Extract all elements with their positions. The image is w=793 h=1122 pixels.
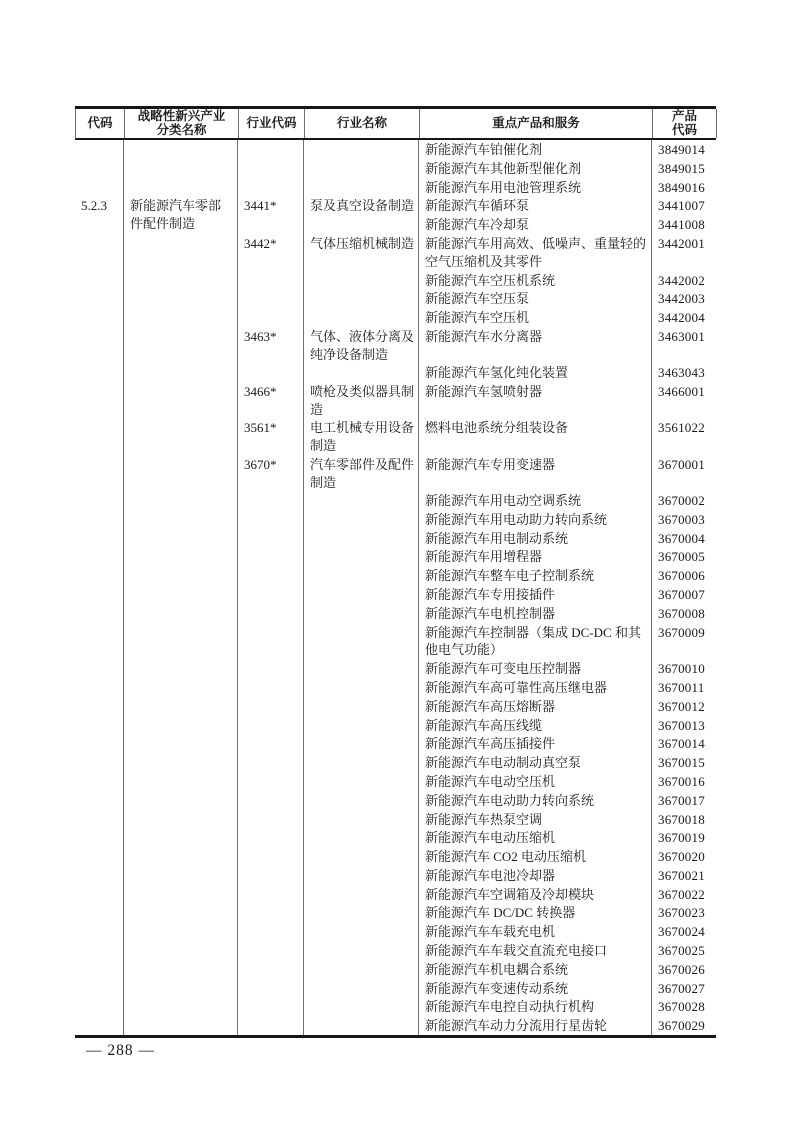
product-row (419, 178, 716, 197)
industry-group-row (75, 327, 716, 382)
header-label-line: 分类名称 (156, 122, 207, 137)
product-name-cell: 新能源汽车空压机系统 (419, 271, 652, 290)
industry-name-cell (304, 455, 419, 1035)
product-code-cell: 3849016 (658, 179, 705, 195)
product-code-cell: 3849015 (658, 160, 705, 176)
product-row (419, 659, 716, 678)
product-code-cell: 3442004 (658, 310, 705, 326)
header-label-line: 产品 (671, 109, 697, 123)
product-code-cell: 3442002 (658, 272, 705, 288)
product-row (419, 623, 716, 660)
sei-name-cell (124, 196, 238, 234)
products-column (419, 234, 716, 327)
product-code-cell: 3670004 (658, 530, 705, 546)
product-name-cell: 新能源汽车整车电子控制系统 (419, 566, 652, 585)
industry-group-row (75, 140, 716, 196)
product-row (419, 529, 716, 548)
product-code-cell: 3466001 (658, 383, 705, 399)
product-name-cell: 新能源汽车空压泵 (419, 289, 652, 308)
industry-group-row (75, 196, 716, 234)
product-code-cell: 3441008 (658, 217, 705, 233)
product-row (419, 1016, 716, 1035)
header-label-line: 代码 (87, 115, 113, 130)
products-column (419, 140, 716, 196)
product-code-cell: 3670019 (658, 830, 705, 846)
product-code-cell: 3561022 (658, 420, 705, 436)
product-name-cell: 新能源汽车高压线缆 (419, 716, 652, 735)
product-code-cell: 3670020 (658, 849, 705, 865)
product-row (419, 604, 716, 623)
product-code-cell: 3463001 (658, 328, 705, 344)
header-cell-code (76, 109, 125, 138)
industry-code-cell (238, 234, 304, 327)
industry-name-cell (304, 196, 419, 234)
product-row (419, 491, 716, 510)
product-row (419, 547, 716, 566)
product-name-cell: 新能源汽车控制器（集成 DC-DC 和其他电气功能） (419, 623, 652, 660)
product-code-cell: 3670026 (658, 961, 705, 977)
product-name-cell: 新能源汽车电机控制器 (419, 604, 652, 623)
product-code-cell: 3670017 (658, 792, 705, 808)
product-row (419, 734, 716, 753)
product-row (419, 716, 716, 735)
product-row (419, 159, 716, 178)
product-row (419, 791, 716, 810)
products-column (419, 382, 716, 419)
product-name-cell: 新能源汽车高压熔断器 (419, 697, 652, 716)
product-code-cell: 3849014 (658, 142, 705, 157)
product-row (419, 215, 716, 234)
product-name-cell: 新能源汽车电动制动真空泵 (419, 753, 652, 772)
table-body (75, 140, 716, 1035)
product-row (419, 382, 716, 419)
product-code-cell: 3670021 (658, 867, 705, 883)
product-name-cell: 新能源汽车车载交直流充电接口 (419, 941, 652, 960)
sei-code-cell (75, 327, 124, 382)
sei-name-cell (124, 382, 238, 419)
industry-code-cell (238, 327, 304, 382)
products-column (419, 455, 716, 1035)
product-row (419, 697, 716, 716)
industry-name-cell-text: 汽车零部件及配件制造 (310, 456, 415, 490)
product-name-cell: 新能源汽车电池冷却器 (419, 866, 652, 885)
product-code-cell: 3670027 (658, 980, 705, 996)
industry-code-cell-text: 3441* (244, 198, 277, 214)
product-row (419, 810, 716, 829)
industry-group-row (75, 234, 716, 327)
product-code-cell: 3670013 (658, 717, 705, 733)
product-row (419, 847, 716, 866)
header-cell-industry-name (305, 109, 420, 138)
product-code-cell: 3670009 (658, 624, 705, 640)
product-code-cell: 3670016 (658, 773, 705, 789)
product-code-cell: 3463043 (658, 364, 705, 380)
header-cell-product-code (653, 109, 717, 138)
product-row (419, 271, 716, 290)
product-code-cell: 3670001 (658, 456, 705, 472)
sei-name-cell (124, 455, 238, 1035)
product-code-cell: 3441007 (658, 198, 705, 214)
table-header-row (75, 109, 716, 140)
sei-code-cell (75, 234, 124, 327)
product-name-cell: 新能源汽车车载充电机 (419, 922, 652, 941)
industry-name-cell-text: 电工机械专用设备制造 (310, 420, 415, 454)
industry-code-cell-text: 3463* (244, 328, 277, 344)
product-row (419, 885, 716, 904)
header-label-line: 行业名称 (336, 115, 387, 130)
product-name-cell: 新能源汽车循环泵 (419, 196, 652, 215)
product-row (419, 866, 716, 885)
header-label-line: 代码 (671, 122, 697, 137)
product-code-cell: 3670014 (658, 736, 705, 752)
products-column (419, 418, 716, 455)
product-name-cell: 新能源汽车热泵空调 (419, 810, 652, 829)
products-column (419, 327, 716, 382)
industry-code-cell-text: 3466* (244, 383, 277, 399)
product-row (419, 510, 716, 529)
industry-code-cell-text: 3561* (244, 420, 277, 436)
product-name-cell: 新能源汽车水分离器 (419, 327, 652, 363)
product-name-cell: 新能源汽车其他新型催化剂 (419, 159, 652, 178)
industry-code-cell (238, 196, 304, 234)
sei-name-cell (124, 234, 238, 327)
industry-code-cell (238, 382, 304, 419)
classification-table (75, 106, 716, 1038)
industry-group-row (75, 382, 716, 419)
product-code-cell: 3670022 (658, 886, 705, 902)
sei-code-cell (75, 455, 124, 1035)
product-code-cell: 3670012 (658, 698, 705, 714)
product-row (419, 960, 716, 979)
product-code-cell: 3670002 (658, 492, 705, 508)
products-column (419, 196, 716, 234)
product-row (419, 327, 716, 363)
industry-name-cell-text: 气体压缩机械制造 (310, 235, 415, 251)
product-code-cell: 3670008 (658, 605, 705, 621)
product-code-cell: 3670015 (658, 755, 705, 771)
sei-name-cell-text: 新能源汽车零部件配件制造 (130, 198, 222, 232)
product-code-cell: 3670005 (658, 549, 705, 565)
product-row (419, 828, 716, 847)
product-name-cell: 新能源汽车用电动助力转向系统 (419, 510, 652, 529)
header-cell-sei-name (125, 109, 239, 138)
header-label-line: 战略性新兴产业 (137, 109, 226, 123)
product-row (419, 979, 716, 998)
product-code-cell: 3442001 (658, 235, 705, 251)
product-name-cell: 新能源汽车用电动空调系统 (419, 491, 652, 510)
industry-name-cell (304, 140, 419, 196)
industry-code-cell (238, 140, 304, 196)
product-name-cell: 新能源汽车冷却泵 (419, 215, 652, 234)
product-name-cell: 新能源汽车电动压缩机 (419, 828, 652, 847)
product-row (419, 455, 716, 491)
product-name-cell: 新能源汽车空压机 (419, 308, 652, 327)
industry-code-cell (238, 418, 304, 455)
product-name-cell: 新能源汽车 DC/DC 转换器 (419, 903, 652, 922)
sei-name-cell (124, 140, 238, 196)
industry-name-cell-text: 泵及真空设备制造 (310, 198, 415, 214)
product-row (419, 196, 716, 215)
product-row (419, 308, 716, 327)
product-name-cell: 新能源汽车电控自动执行机构 (419, 997, 652, 1016)
product-row (419, 418, 716, 455)
product-name-cell: 新能源汽车高可靠性高压继电器 (419, 678, 652, 697)
product-code-cell: 3442003 (658, 291, 705, 307)
product-name-cell: 新能源汽车用电制动系统 (419, 529, 652, 548)
product-name-cell: 新能源汽车空调箱及冷却模块 (419, 885, 652, 904)
product-name-cell: 新能源汽车专用变速器 (419, 455, 652, 491)
sei-code-cell (75, 196, 124, 234)
industry-group-row (75, 418, 716, 455)
product-name-cell: 新能源汽车铂催化剂 (419, 140, 652, 159)
product-name-cell: 新能源汽车电动助力转向系统 (419, 791, 652, 810)
industry-name-cell (304, 382, 419, 419)
product-name-cell: 新能源汽车机电耦合系统 (419, 960, 652, 979)
industry-name-cell (304, 418, 419, 455)
product-name-cell: 新能源汽车氢喷射器 (419, 382, 652, 419)
sei-code-cell (75, 418, 124, 455)
product-name-cell: 新能源汽车高压插接件 (419, 734, 652, 753)
sei-code-cell-text: 5.2.3 (81, 198, 107, 214)
industry-code-cell-text: 3670* (244, 456, 277, 472)
product-code-cell: 3670007 (658, 586, 705, 602)
product-code-cell: 3670029 (658, 1018, 705, 1034)
industry-group-row (75, 455, 716, 1035)
product-name-cell: 新能源汽车变速传动系统 (419, 979, 652, 998)
product-row (419, 903, 716, 922)
header-cell-industry-code (239, 109, 305, 138)
product-row (419, 678, 716, 697)
industry-name-cell (304, 234, 419, 327)
product-name-cell: 新能源汽车动力分流用行星齿轮 (419, 1016, 652, 1035)
sei-code-cell (75, 140, 124, 196)
sei-code-cell (75, 382, 124, 419)
product-row (419, 753, 716, 772)
sei-name-cell (124, 327, 238, 382)
product-row (419, 566, 716, 585)
product-row (419, 941, 716, 960)
header-label-line: 重点产品和服务 (492, 115, 580, 130)
industry-name-cell (304, 327, 419, 382)
product-name-cell: 新能源汽车用高效、低噪声、重量轻的空气压缩机及其零件 (419, 234, 652, 271)
product-row (419, 997, 716, 1016)
product-code-cell: 3670011 (658, 679, 705, 695)
product-name-cell: 燃料电池系统分组装设备 (419, 418, 652, 455)
product-code-cell: 3670028 (658, 999, 705, 1015)
product-row (419, 140, 716, 159)
sei-name-cell (124, 418, 238, 455)
product-code-cell: 3670006 (658, 568, 705, 584)
industry-name-cell-text: 喷枪及类似器具制造 (310, 383, 415, 417)
product-code-cell: 3670025 (658, 943, 705, 959)
page-number: — 288 — (86, 1042, 155, 1059)
product-row (419, 772, 716, 791)
product-row (419, 289, 716, 308)
product-code-cell: 3670003 (658, 511, 705, 527)
product-name-cell: 新能源汽车专用接插件 (419, 585, 652, 604)
header-label-line: 行业代码 (246, 115, 297, 130)
product-name-cell: 新能源汽车用电池管理系统 (419, 178, 652, 197)
product-code-cell: 3670018 (658, 811, 705, 827)
industry-code-cell (238, 455, 304, 1035)
product-row (419, 585, 716, 604)
product-name-cell: 新能源汽车电动空压机 (419, 772, 652, 791)
product-name-cell: 新能源汽车 CO2 电动压缩机 (419, 847, 652, 866)
industry-code-cell-text: 3442* (244, 235, 277, 251)
product-name-cell: 新能源汽车氢化纯化装置 (419, 363, 652, 382)
product-code-cell: 3670010 (658, 661, 705, 677)
product-row (419, 234, 716, 271)
header-cell-products (420, 109, 653, 138)
product-row (419, 363, 716, 382)
product-row (419, 922, 716, 941)
product-code-cell: 3670023 (658, 905, 705, 921)
industry-name-cell-text: 气体、液体分离及纯净设备制造 (310, 328, 415, 362)
product-code-cell: 3670024 (658, 924, 705, 940)
product-name-cell: 新能源汽车可变电压控制器 (419, 659, 652, 678)
product-name-cell: 新能源汽车用增程器 (419, 547, 652, 566)
